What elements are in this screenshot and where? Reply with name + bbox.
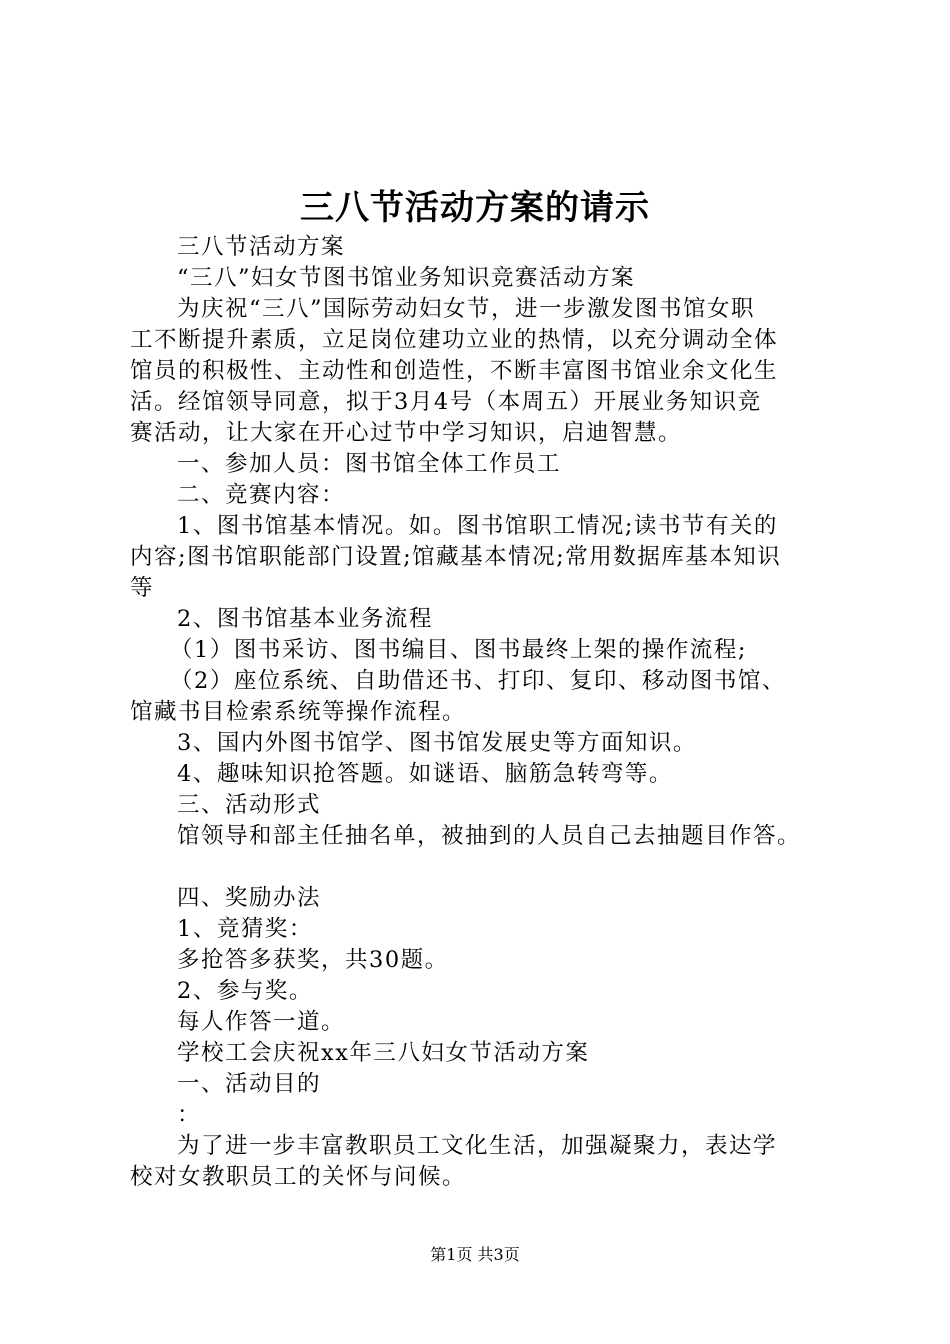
text-line: 三、活动形式 bbox=[177, 792, 322, 818]
text-line: 三八节活动方案 bbox=[177, 234, 346, 260]
text-line: （2）座位系统、自助借还书、打印、复印、移动图书馆、 bbox=[170, 668, 786, 694]
text-line: 馆员的积极性、主动性和创造性，不断丰富图书馆业余文化生 bbox=[130, 358, 779, 384]
text-line: 4、趣味知识抢答题。如谜语、脑筋急转弯等。 bbox=[177, 761, 673, 787]
page-number: 第1页 共3页 bbox=[430, 1245, 520, 1264]
text-line: 四、奖励办法 bbox=[177, 885, 322, 911]
text-line: 馆藏书目检索系统等操作流程。 bbox=[130, 699, 467, 725]
text-line: 二、竞赛内容： bbox=[177, 482, 346, 508]
text-line: ： bbox=[177, 1102, 202, 1128]
text-line: 学校工会庆祝xx年三八妇女节活动方案 bbox=[177, 1040, 590, 1066]
text-line: 多抢答多获奖，共30题。 bbox=[177, 947, 449, 973]
text-line: 工不断提升素质，立足岗位建功立业的热情，以充分调动全体 bbox=[130, 327, 779, 353]
text-line: 1、竞猜奖： bbox=[177, 916, 313, 942]
text-line: 为庆祝“三八”国际劳动妇女节，进一步激发图书馆女职 bbox=[177, 296, 756, 322]
text-line: 一、参加人员：图书馆全体工作员工 bbox=[177, 451, 562, 477]
text-line: 活。经馆领导同意，拟于3月4号（本周五）开展业务知识竞 bbox=[130, 389, 762, 415]
text-line: 3、国内外图书馆学、图书馆发展史等方面知识。 bbox=[177, 730, 697, 756]
text-line: 校对女教职员工的关怀与问候。 bbox=[130, 1164, 467, 1190]
text-line: 赛活动，让大家在开心过节中学习知识，启迪智慧。 bbox=[130, 420, 683, 446]
text-line: 一、活动目的 bbox=[177, 1071, 322, 1097]
document-title: 三八节活动方案的请示 bbox=[300, 188, 650, 228]
text-line: 每人作答一道。 bbox=[177, 1009, 346, 1035]
text-line: 馆领导和部主任抽名单，被抽到的人员自己去抽题目作答。 bbox=[177, 823, 802, 849]
blank-line bbox=[130, 852, 840, 883]
text-line: 内容;图书馆职能部门设置;馆藏基本情况;常用数据库基本知识 bbox=[130, 544, 782, 570]
text-line: 1、图书馆基本情况。如。图书馆职工情况;读书节有关的 bbox=[177, 513, 778, 539]
text-line: 2、图书馆基本业务流程 bbox=[177, 606, 433, 632]
text-line: 为了进一步丰富教职员工文化生活，加强凝聚力，表达学 bbox=[177, 1133, 778, 1159]
text-line: 2、参与奖。 bbox=[177, 978, 313, 1004]
text-line: “三八”妇女节图书馆业务知识竞赛活动方案 bbox=[177, 265, 636, 291]
document-body bbox=[130, 232, 840, 1193]
text-line: （1）图书采访、图书编目、图书最终上架的操作流程; bbox=[170, 637, 747, 663]
text-line: 等 bbox=[130, 575, 155, 601]
